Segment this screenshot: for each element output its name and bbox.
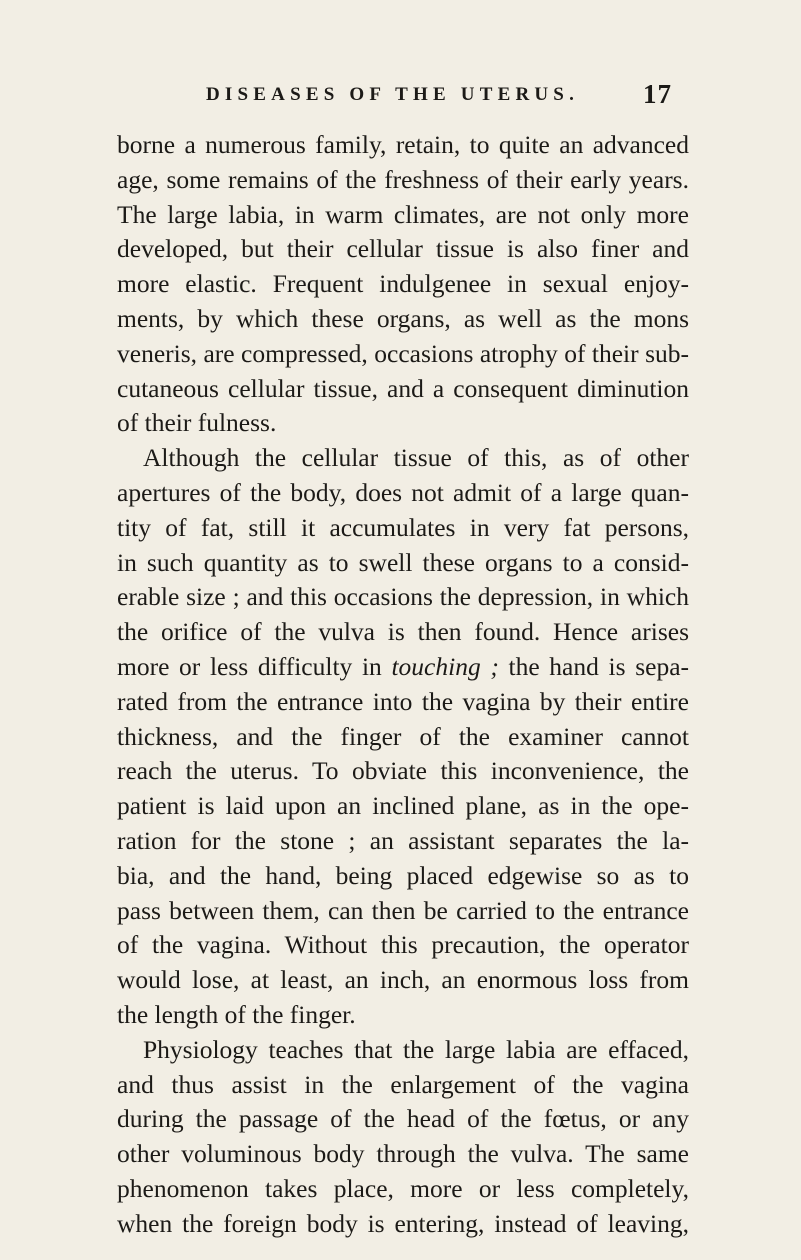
text-line: and thus assist in the enlargement of the vagina <box>117 1069 689 1099</box>
text-segment: more or less difficulty in <box>117 651 392 681</box>
text-line: cutaneous cellular tissue, and a consequent diminution <box>117 373 689 403</box>
text-line: in such quantity as to swell these organs to a consid- <box>117 547 689 577</box>
running-title: DISEASES OF THE UTERUS. <box>206 84 580 105</box>
text-line: apertures of the body, does not admit of a large quan- <box>117 477 689 507</box>
body-text <box>117 128 689 1242</box>
text-line: ments, by which these organs, as well as the mons <box>117 303 689 333</box>
text-line: other voluminous body through the vulva. The same <box>117 1139 689 1169</box>
text-line: during the passage of the head of the fœtus, or any <box>117 1104 689 1134</box>
text-line: age, some remains of the freshness of their early years. <box>117 164 689 194</box>
text-segment: the hand is sepa- <box>498 651 690 681</box>
text-line: Physiology teaches that the large labia are effaced, <box>143 1034 689 1064</box>
running-head <box>0 79 801 112</box>
text-line: more elastic. Frequent indulgenee in sexual enjoy- <box>117 269 689 299</box>
text-line: veneris, are compressed, occasions atrophy of their sub- <box>117 338 689 368</box>
text-line: rated from the entrance into the vagina by their entire <box>117 686 689 716</box>
text-line: reach the uterus. To obviate this inconvenience, the <box>117 756 689 786</box>
text-line: patient is laid upon an inclined plane, as in the ope- <box>117 791 689 821</box>
text-line: of their fulness. <box>117 408 277 438</box>
text-line: thickness, and the finger of the examiner cannot <box>117 721 689 751</box>
text-line: borne a numerous family, retain, to quite an advanced <box>117 130 689 159</box>
text-line: phenomenon takes place, more or less completely, <box>117 1173 689 1203</box>
text-line: of the vagina. Without this precaution, the operator <box>117 930 689 960</box>
text-line: The large labia, in warm climates, are not only more <box>117 199 689 229</box>
text-line: the length of the finger. <box>117 999 356 1029</box>
text-line: ration for the stone ; an assistant separates the la- <box>117 825 689 855</box>
text-line: the orifice of the vulva is then found. Hence arises <box>117 617 689 647</box>
text-line: Although the cellular tissue of this, as of other <box>143 443 689 473</box>
text-line: erable size ; and this occasions the depression, in which <box>117 582 689 612</box>
text-line: would lose, at least, an inch, an enormous loss from <box>117 965 689 995</box>
text-line: when the foreign body is entering, instead of leaving, <box>117 1208 689 1238</box>
text-line: tity of fat, still it accumulates in very fat persons, <box>117 512 689 542</box>
text-line-with-emphasis <box>117 650 689 685</box>
text-line: bia, and the hand, being placed edgewise so as to <box>117 860 689 890</box>
emphasized-word: touching ; <box>391 651 499 681</box>
page-number: 17 <box>643 79 672 109</box>
text-line: developed, but their cellular tissue is also finer and <box>117 234 689 264</box>
text-line: pass between them, can then be carried to the entrance <box>117 895 689 925</box>
